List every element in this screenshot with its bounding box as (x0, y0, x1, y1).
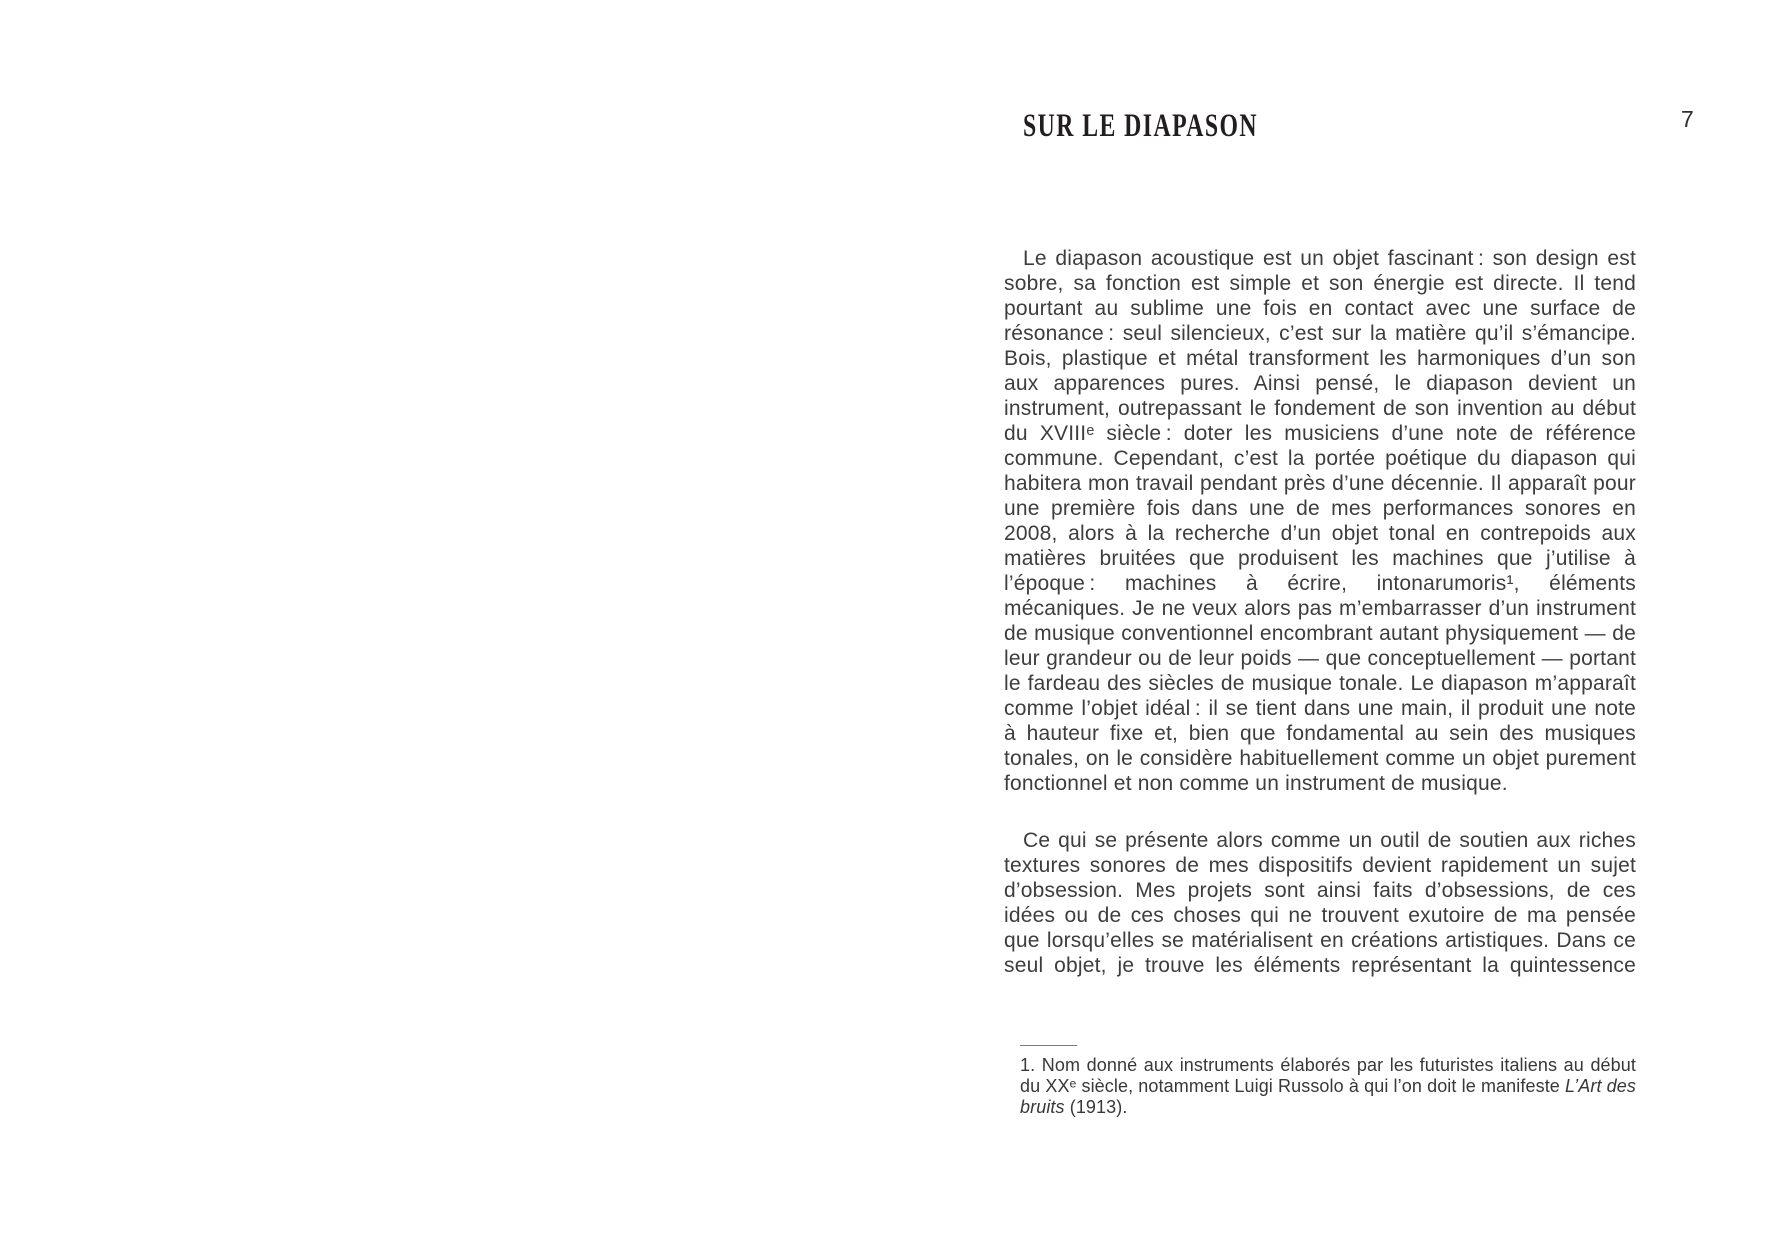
body-text-column (1004, 246, 1636, 978)
left-blank-page (0, 0, 885, 1240)
paragraph-2: Ce qui se présente alors comme un outil de soutien aux riches textures sonores de mes dispositifs devient rapidement un sujet d’obsession. Mes projets sont ainsi faits d’obsessions, de ces idées ou de ces choses qui ne trouvent exutoire de ma pensée que lorsqu’elles se matérialisent en créations artistiques. Dans ce seul objet, je trouve les éléments représentant la quintessence (1004, 829, 1636, 977)
page-number: 7 (1681, 106, 1694, 132)
footnote-text-after: (1913). (1064, 1097, 1128, 1117)
chapter-title: SUR LE DIAPASON (1023, 108, 1259, 144)
footnote-text (1020, 1055, 1636, 1118)
footnote-rule (1020, 1045, 1077, 1046)
footnote-text-before: 1. Nom donné aux instruments élaborés par les futuristes italiens au début du XXᵉ siècle, notamment Luigi Russolo à qui l’on doit le manifeste (1020, 1055, 1636, 1096)
footnote-italic-title: L’Art des bruits (1020, 1076, 1636, 1117)
footnote (1020, 1045, 1636, 1118)
paragraph-1: Le diapason acoustique est un objet fascinant : son design est sobre, sa fonction est simple et son énergie est directe. Il tend pourtant au sublime une fois en contact avec une surface de résonance : seul silencieux, c’est sur la matière qu’il s’émancipe. Bois, plastique et métal transforment les harmoniques d’un son aux apparences pures. Ainsi pensé, le diapason devient un instrument, outrepassant le fondement de son invention au début du XVIIIᵉ siècle : doter les musiciens d’une note de référence commune. Cependant, c’est la portée poétique du diapason qui habitera mon travail pendant près d’une décennie. Il apparaît pour une première fois dans une de mes performances sonores en 2008, alors à la recherche d’un objet tonal en contrepoids aux matières bruitées que produisent les machines que j’utilise à l’époque : machines à écrire, intonarumoris¹, éléments mécaniques. Je ne veux alors pas m’embarrasser d’un instrument de musique conventionnel encombrant autant physiquement — de leur grandeur ou de leur poids — que conceptuellement — portant le fardeau des siècles de musique tonale. Le diapason m’apparaît comme l’objet idéal : il se tient dans une main, il produit une note à hauteur fixe et, bien que fondamental au sein des musiques tonales, on le considère habituellement comme un objet purement fonctionnel et non comme un instrument de musique. (1004, 247, 1636, 795)
